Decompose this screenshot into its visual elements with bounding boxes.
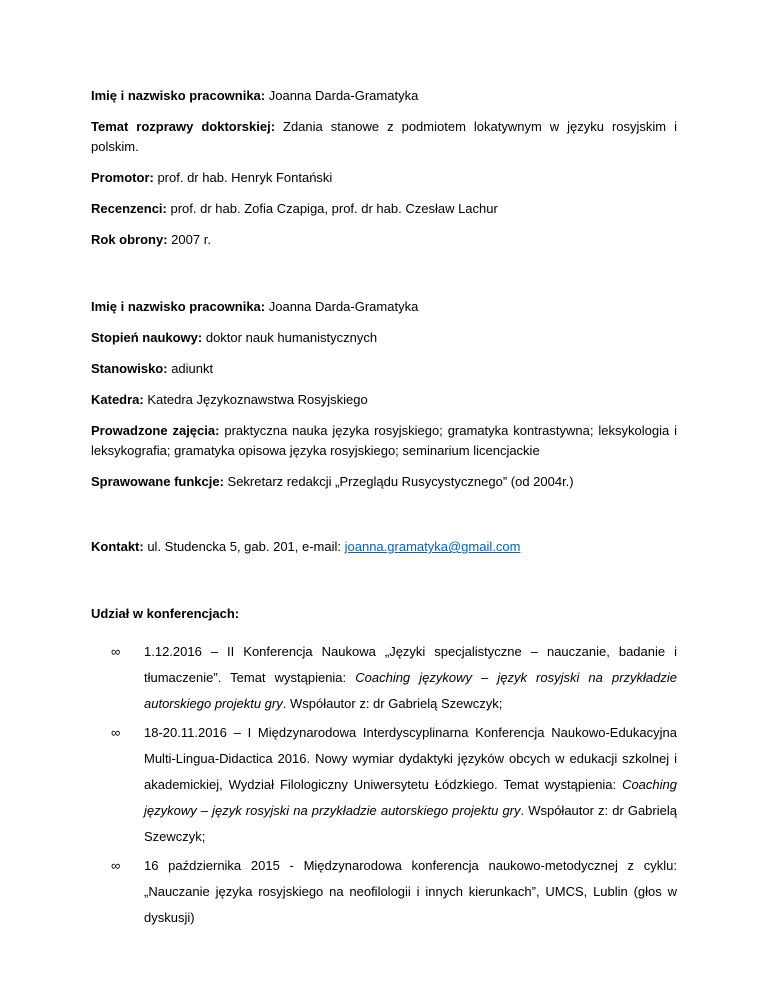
- conferences-heading: Udział w konferencjach:: [91, 606, 240, 621]
- infinity-bullet-icon: ∞: [111, 725, 121, 740]
- thesis-topic-value: Zdania stanowe z podmiotem lokatywnym w języku rosyjskim i polskim.: [91, 119, 677, 154]
- department-field: [91, 390, 677, 410]
- conference-item: [91, 853, 677, 931]
- degree-value: doktor nauk humanistycznych: [202, 330, 378, 345]
- functions-field: [91, 472, 677, 492]
- employee-name-field: [91, 86, 677, 106]
- defense-year-label: Rok obrony:: [91, 232, 168, 247]
- promoter-value: prof. dr hab. Henryk Fontański: [153, 170, 333, 185]
- employee-name-value-2: Joanna Darda-Gramatyka: [265, 299, 419, 314]
- department-value: Katedra Językoznawstwa Rosyjskiego: [143, 392, 368, 407]
- position-label: Stanowisko:: [91, 361, 168, 376]
- email-link[interactable]: joanna.gramatyka@gmail.com: [344, 539, 521, 554]
- classes-field: [91, 421, 677, 461]
- functions-label: Sprawowane funkcje:: [91, 474, 224, 489]
- classes-label: Prowadzone zajęcia:: [91, 423, 220, 438]
- reviewers-field: [91, 199, 677, 219]
- classes-value: praktyczna nauka języka rosyjskiego; gramatyka kontrastywna; leksykologia i leksykografia; gramatyka opisowa języka rosyjskiego; seminarium licencjackie: [91, 423, 677, 458]
- reviewers-label: Recenzenci:: [91, 201, 167, 216]
- conference-coauthor: . Współautor z: dr Gabrielą Szewczyk;: [144, 803, 677, 844]
- conference-text: 18-20.11.2016 – I Międzynarodowa Interdyscyplinarna Konferencja Naukowo-Edukacyjna Multi-Lingua-Didactica 2016. Nowy wymiar dydaktyki języków obcych w edukacji szkolnej i akademickiej, Wydział Filologiczny Uniwersytetu Łódzkiego. Temat wystąpienia:: [144, 725, 677, 792]
- employee-name-value: Joanna Darda-Gramatyka: [265, 88, 419, 103]
- defense-year-field: [91, 230, 677, 250]
- contact-label: Kontakt:: [91, 539, 144, 554]
- conference-text: 1.12.2016 – II Konferencja Naukowa „Języki specjalistyczne – nauczanie, badanie i tłumaczenie”. Temat wystąpienia:: [144, 644, 677, 685]
- defense-year-value: 2007 r.: [167, 232, 211, 247]
- employee-name-label-2: Imię i nazwisko pracownika:: [91, 299, 266, 314]
- reviewers-value: prof. dr hab. Zofia Czapiga, prof. dr hab. Czesław Lachur: [166, 201, 498, 216]
- employee-name-field-2: [91, 297, 677, 317]
- conference-text: 16 października 2015 - Międzynarodowa konferencja naukowo-metodycznej z cyklu: „Nauczanie języka rosyjskiego na neofilologii i innych kierunkach”, UMCS, Lublin (głos w dyskusji): [144, 858, 677, 925]
- conference-item: [91, 720, 677, 850]
- degree-label: Stopień naukowy:: [91, 330, 203, 345]
- document-page: [91, 86, 677, 934]
- conference-item: [91, 639, 677, 717]
- conference-coauthor: . Współautor z: dr Gabrielą Szewczyk;: [282, 696, 503, 711]
- department-label: Katedra:: [91, 392, 144, 407]
- employee-name-label: Imię i nazwisko pracownika:: [91, 88, 266, 103]
- functions-value: Sekretarz redakcji „Przeglądu Rusycystycznego” (od 2004r.): [223, 474, 574, 489]
- infinity-bullet-icon: ∞: [111, 858, 121, 873]
- position-field: [91, 359, 677, 379]
- conference-talk-title: Coaching językowy – język rosyjski na przykładzie autorskiego projektu gry: [144, 670, 677, 711]
- infinity-bullet-icon: ∞: [111, 644, 121, 659]
- contact-address: ul. Studencka 5, gab. 201, e-mail:: [143, 539, 345, 554]
- thesis-topic-field: [91, 117, 677, 157]
- degree-field: [91, 328, 677, 348]
- conference-list: [91, 639, 677, 931]
- position-value: adiunkt: [167, 361, 214, 376]
- contact-field: [91, 537, 677, 557]
- conference-talk-title: Coaching językowy – język rosyjski na przykładzie autorskiego projektu gry: [144, 777, 677, 818]
- promoter-label: Promotor:: [91, 170, 154, 185]
- thesis-topic-label: Temat rozprawy doktorskiej:: [91, 119, 276, 134]
- promoter-field: [91, 168, 677, 188]
